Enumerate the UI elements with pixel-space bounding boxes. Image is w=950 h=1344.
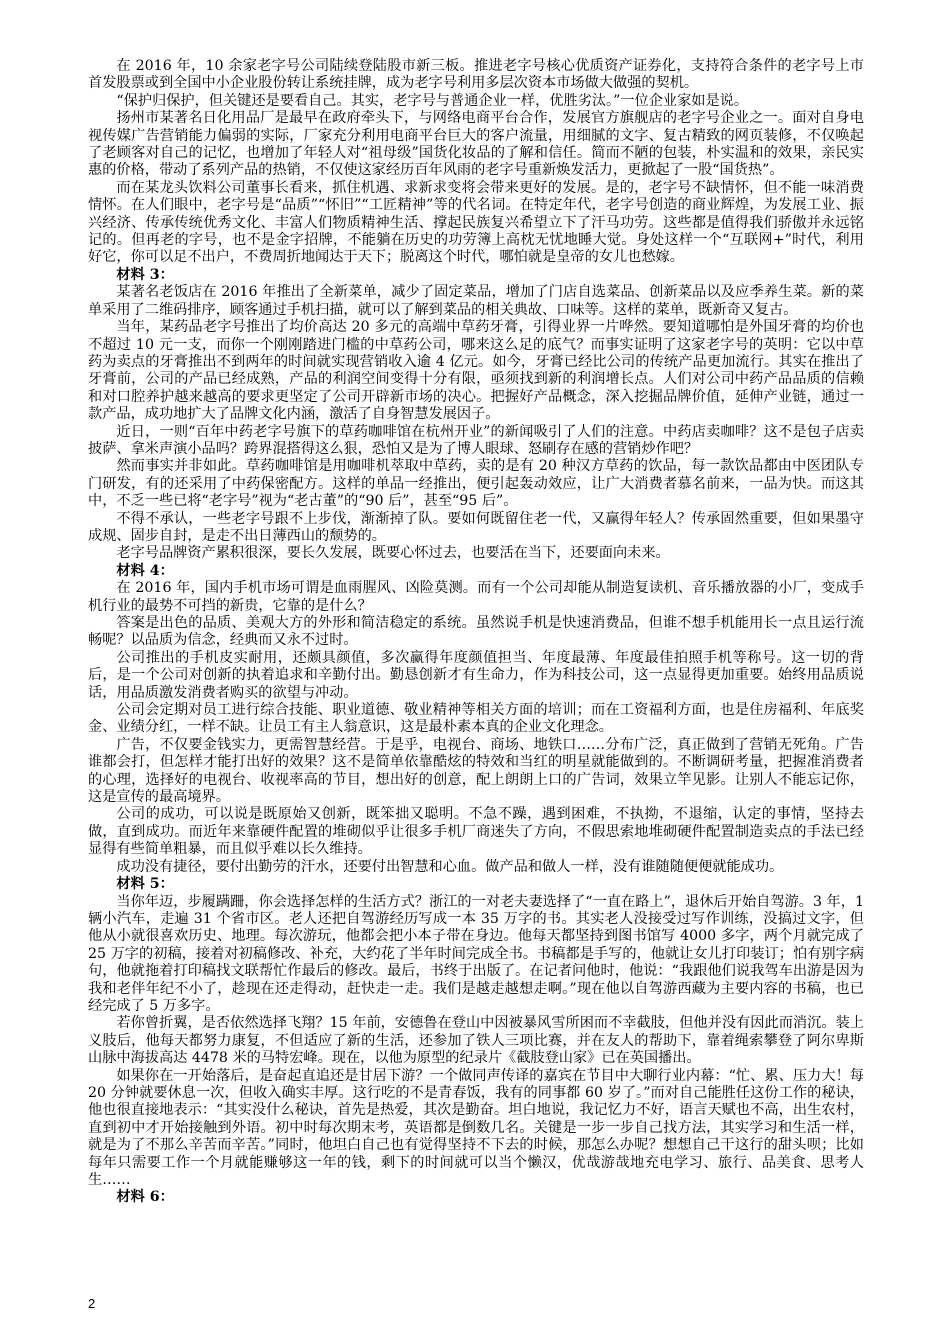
body-paragraph: 如果你在一开始落后，是奋起直追还是甘居下游？一个做同声传译的嘉宾在节目中大聊行业内幕：“忙、累、压力大！每 20 分钟就要休息一次，但收入确实丰厚。这行吃的不是青春饭，我有的同事都 60 岁了。”而对自己能胜任这份工作的秘诀，他也很直接地表示：“其实没什么秘诀，首先是热爱，其次是勤奋。坦白地说，我记忆力不好，语言天赋也不高，出生农村，直到初中才开始接触到外语。初中时每次期末考，英语都是倒数几名。关键是一步一步自己找方法，其实学习和生活一样，就是为了不那么辛苦而辛苦。”同时，他坦白自己也有觉得坚持不下去的时候，那怎么办呢？想想自己干这行的甜头呗；比如每年只需要工作一个月就能赚够这一年的钱，剩下的时间就可以当个懒汉，优哉游哉地充电学习、旅行、品美食、思考人生…… (88, 1067, 864, 1188)
body-paragraph: 若你曾折翼，是否依然选择飞翔？15 年前，安德鲁在登山中因被暴风雪所困而不幸截肢，但他并没有因此而消沉。装上义肢后，他每天都努力康复，不但适应了新的生活，还参加了铁人三项比赛，并在友人的帮助下，靠着绳索攀登了阿尔卑斯山脉中海拔高达 4478 米的马特宏峰。现在，以他为原型的纪录片《截肢登山家》已在英国播出。 (88, 1015, 864, 1067)
body-paragraph: 成功没有捷径，要付出勤劳的汗水，还要付出智慧和心血。做产品和做人一样，没有谁随随便便就能成功。 (116, 858, 784, 875)
page-number: 2 (88, 1296, 96, 1311)
document-body (88, 58, 864, 1207)
body-paragraph: 某著名老饭店在 2016 年推出了全新菜单，减少了固定菜品，增加了门店自选菜品、创新菜品以及应季养生菜。新的菜单采用了二维码排序，顾客通过手机扫描，就可以了解到菜品的相关典故、口味等。这样的菜单，既新奇又复古。 (88, 284, 864, 318)
body-paragraph: 广告，不仅要金钱实力，更需智慧经营。于是乎，电视台、商场、地铁口……分布广泛，真正做到了营销无死角。广告谁都会打，但怎样才能打出好的效果？这不是简单依靠酷炫的特效和当红的明星就能做到的。不断调研考量，把握准消费者的心理，选择好的电视台、收视率高的节目，想出好的创意，配上朗朗上口的广告词，效果立竿见影。让别人不能忘记你，这是宣传的最高境界。 (88, 736, 864, 806)
body-paragraph: 然而事实并非如此。草药咖啡馆是用咖啡机萃取中草药，卖的是有 20 种汉方草药的饮品，每一款饮品都由中医团队专门研发，有的还采用了中药保密配方。这样的单品一经推出，便引起轰动效应，让广大消费者慕名前来，一品为快。而这其中，不乏一些已将“老字号”视为“老古董”的“90 后”，甚至“95 后”。 (88, 458, 864, 510)
body-paragraph: 公司推出的手机皮实耐用，还颇具颜值，多次赢得年度颜值担当、年度最薄、年度最佳拍照手机等称号。这一切的背后，是一个公司对创新的执着追求和辛勤付出。勤恳创新才有生命力，作为科技公司，这一点显得更加重要。始终用品质说话，用品质激发消费者购买的欲望与冲动。 (88, 649, 864, 701)
body-paragraph: 近日，一则“百年中药老字号旗下的草药咖啡馆在杭州开业”的新闻吸引了人们的注意。中药店卖咖啡？这不是包子店卖披萨、拿米声演小品吗？跨界混搭得这么狠，恐怕又是为了博人眼球、怒刷存在感的营销炒作吧？ (88, 423, 864, 457)
body-paragraph: 当你年迈，步履蹒跚，你会选择怎样的生活方式？浙江的一对老夫妻选择了“一直在路上”，退休后开始自驾游。3 年，1 辆小汽车，走遍 31 个省市区。老人还把自驾游经历写成一本 35 万字的书。其实老人没接受过写作训练，没搞过文字，但他从小就很喜欢历史、地理。每次游玩，他都会把小本子带在身边。他每天都坚持到图书馆写 4000 多字，两个月就完成了 25 万字的初稿，接着对初稿修改、补充，大约花了半年时间完成全书。书稿都是手写的，他就让女儿打印装订；怕有别字病句，他就拖着打印稿找文联帮忙作最后的修改。最后，书终于出版了。在记者问他时，他说：“我跟他们说我驾车出游是因为我和老伴年纪不小了，趁现在还走得动，赶快走一走。我们是越走越想走啊。”现在他以自驾游西藏为主要内容的书稿，也已经完成了 5 万多字。 (88, 893, 864, 1014)
material-heading: 材料 3： (116, 266, 174, 283)
body-paragraph: 公司的成功，可以说是既原始又创新，既笨拙又聪明。不急不躁，遇到困难，不执拗，不退缩，认定的事情，坚持去做，直到成功。而近年来靠硬件配置的堆砌似乎让很多手机厂商迷失了方向，不假思索地堆砌硬件配置制造卖点的手法已经显得有些简单粗暴，而且似乎难以长久维持。 (88, 806, 864, 858)
body-paragraph: 在 2016 年，10 余家老字号公司陆续登陆股市新三板。推进老字号核心优质资产证券化，支持符合条件的老字号上市首发股票或到全国中小企业股份转让系统挂牌，成为老字号利用多层次资本市场做大做强的契机。 (88, 58, 864, 92)
body-paragraph: “保护归保护，但关键还是要看自己。其实，老字号与普通企业一样，优胜劣汰。”一位企业家如是说。 (116, 92, 749, 109)
body-paragraph: 扬州市某著名日化用品厂是最早在政府牵头下，与网络电商平台合作，发展官方旗舰店的老字号企业之一。面对自身电视传媒广告营销能力偏弱的实际，厂家充分利用电商平台巨大的客户流量，用细腻的文字、复古精致的网页装修，不仅唤起了老顾客对自己的记忆，也增加了年轻人对“祖母级”国货化妆品的了解和信任。简而不陋的包装，朴实温和的效果，亲民实惠的价格，带动了系列产品的热销，不仅使这家经历百年风雨的老字号重新焕发活力，更掀起了一股“国货热”。 (88, 110, 864, 179)
material-heading: 材料 6： (116, 1189, 174, 1206)
material-heading: 材料 4： (116, 562, 174, 579)
body-paragraph: 而在某龙头饮料公司董事长看来，抓住机遇、求新求变将会带来更好的发展。是的，老字号不缺情怀，但不能一味消费情怀。在人们眼中，老字号是“品质”“怀旧”“工匠精神”等的代名词。在特定年代，老字号创造的商业辉煌，为发展工业、振兴经济、传承传统优秀文化、丰富人们物质精神生活、撑起民族复兴希望立下了汗马功劳。这些都是值得我们骄傲并永远铭记的。但再老的字号，也不是金字招牌，不能躺在历史的功劳簿上高枕无忧地睡大觉。身处这样一个“互联网+”时代，利用好它，你可以足不出户，不费周折地闻达于天下；脱离这个时代，哪怕就是皇帝的女儿也愁嫁。 (88, 179, 864, 266)
body-paragraph: 当年，某药品老字号推出了均价高达 20 多元的高端中草药牙膏，引得业界一片哗然。要知道哪怕是外国牙膏的均价也不超过 10 元一支，而你一个刚刚踏进门槛的中草药公司，哪来这么足的底气？而事实证明了这家老字号的英明：它以中草药为卖点的牙膏推出不到两年的时间就实现营销收入逾 4 亿元。如今，牙膏已经比公司的传统产品更加流行。其实在推出了牙膏前，公司的产品已经成熟，产品的利润空间变得十分有限，亟须找到新的利润增长点。人们对公司中药产品品质的信赖和对口腔养护越来越高的要求更坚定了公司开辟新市场的决心。把握好产品概念，深入挖掘品牌价值，延伸产业链，通过一款产品，成功地扩大了品牌文化内涵，激活了自身智慧发展因子。 (88, 319, 864, 423)
body-paragraph: 答案是出色的品质、美观大方的外形和简洁稳定的系统。虽然说手机是快速消费品，但谁不想手机能用长一点且运行流畅呢？以品质为信念，经典而又永不过时。 (88, 615, 864, 649)
body-paragraph: 老字号品牌资产累积很深，要长久发展，既要心怀过去，也要活在当下，还要面向未来。 (116, 545, 670, 562)
material-heading: 材料 5： (116, 876, 174, 893)
body-paragraph: 不得不承认，一些老字号跟不上步伐，渐渐掉了队。要如何既留住老一代，又赢得年轻人？传承固然重要，但如果墨守成规、固步自封，是走不出日薄西山的颓势的。 (88, 510, 864, 544)
body-paragraph: 公司会定期对员工进行综合技能、职业道德、敬业精神等相关方面的培训；而在工资福利方面，也是住房福利、年底奖金、业绩分红，一样不缺。让员工有主人翁意识，这是最朴素本真的企业文化理念。 (88, 702, 864, 736)
body-paragraph: 在 2016 年，国内手机市场可谓是血雨腥风、凶险莫测。而有一个公司却能从制造复读机、音乐播放器的小厂，变成手机行业的最势不可挡的新贵，它靠的是什么？ (88, 580, 864, 614)
